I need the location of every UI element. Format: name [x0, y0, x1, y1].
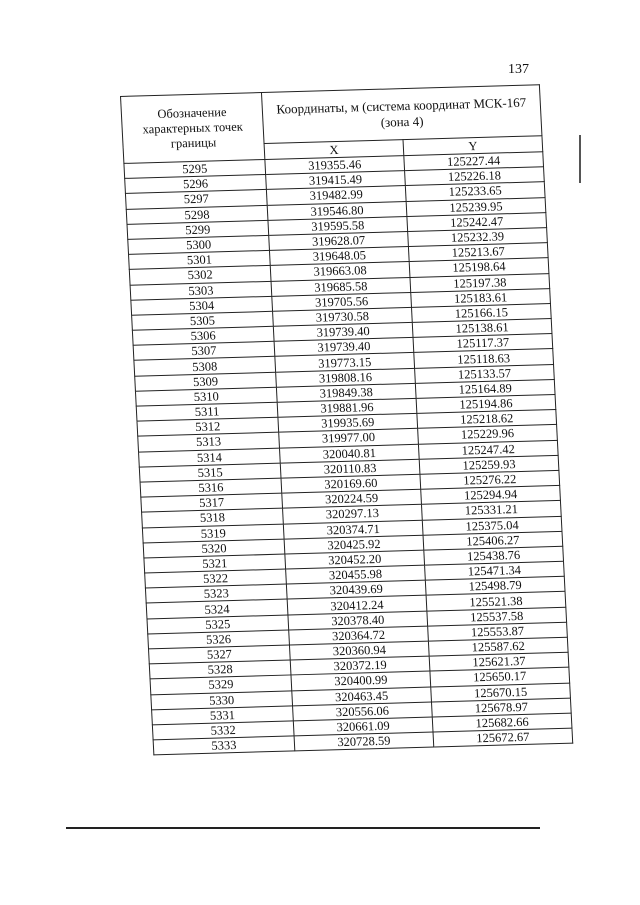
y-coordinate-cell: 125227.44 — [404, 152, 544, 171]
point-id-cell: 5317 — [141, 493, 283, 512]
y-coordinate-cell: 125117.37 — [413, 334, 553, 353]
x-coordinate-cell: 320452.20 — [285, 550, 425, 569]
x-coordinate-cell: 320661.09 — [293, 717, 433, 736]
x-coordinate-cell: 320378.40 — [288, 611, 428, 630]
x-coordinate-cell: 319739.40 — [274, 338, 414, 357]
point-id-cell: 5320 — [143, 539, 285, 558]
page-number: 137 — [508, 62, 529, 77]
header-x: X — [264, 140, 404, 160]
x-coordinate-cell: 319685.58 — [271, 277, 411, 296]
y-coordinate-cell: 125670.15 — [431, 683, 571, 702]
x-coordinate-cell: 320455.98 — [286, 565, 426, 584]
point-id-cell: 5321 — [144, 554, 286, 573]
point-id-cell: 5314 — [139, 448, 281, 467]
point-id-cell: 5295 — [124, 159, 266, 178]
point-id-cell: 5298 — [126, 205, 268, 224]
y-coordinate-cell: 125682.66 — [432, 713, 572, 732]
point-id-cell: 5323 — [145, 584, 287, 603]
point-id-cell: 5315 — [139, 463, 281, 482]
point-id-cell: 5299 — [127, 220, 269, 239]
x-coordinate-cell: 320040.81 — [279, 444, 419, 463]
header-y: Y — [403, 136, 543, 156]
point-id-cell: 5307 — [133, 342, 275, 361]
point-id-cell: 5330 — [151, 690, 293, 709]
x-coordinate-cell: 320425.92 — [284, 535, 424, 554]
y-coordinate-cell: 125672.67 — [433, 728, 573, 747]
x-coordinate-cell: 319739.40 — [273, 322, 413, 341]
y-coordinate-cell: 125406.27 — [423, 531, 563, 550]
x-coordinate-cell: 319705.56 — [272, 292, 412, 311]
y-coordinate-cell: 125164.89 — [415, 379, 555, 398]
x-coordinate-cell: 319482.99 — [266, 186, 406, 205]
point-id-cell: 5333 — [153, 736, 295, 755]
y-coordinate-cell: 125247.42 — [418, 440, 558, 459]
y-coordinate-cell: 125239.95 — [406, 197, 546, 216]
x-coordinate-cell: 320297.13 — [283, 505, 423, 524]
y-coordinate-cell: 125242.47 — [407, 212, 547, 231]
point-id-cell: 5326 — [148, 630, 290, 649]
x-coordinate-cell: 320110.83 — [280, 459, 420, 478]
point-id-cell: 5316 — [140, 478, 282, 497]
y-coordinate-cell: 125621.37 — [429, 652, 569, 671]
point-id-cell: 5324 — [146, 599, 288, 618]
point-id-cell: 5306 — [132, 326, 274, 345]
y-coordinate-cell: 125294.94 — [421, 486, 561, 505]
y-coordinate-cell: 125133.57 — [415, 364, 555, 383]
point-id-cell: 5297 — [125, 190, 267, 209]
y-coordinate-cell: 125650.17 — [430, 668, 570, 687]
y-coordinate-cell: 125138.61 — [412, 319, 552, 338]
y-coordinate-cell: 125118.63 — [414, 349, 554, 368]
x-coordinate-cell: 319663.08 — [270, 262, 410, 281]
x-coordinate-cell: 319595.58 — [268, 216, 408, 235]
x-coordinate-cell: 320374.71 — [283, 520, 423, 539]
table-body — [124, 152, 573, 755]
point-id-cell: 5331 — [152, 706, 294, 725]
x-coordinate-cell: 319648.05 — [269, 247, 409, 266]
point-id-cell: 5318 — [142, 508, 284, 527]
coordinates-table-wrap — [120, 84, 573, 755]
point-id-cell: 5325 — [147, 615, 289, 634]
x-coordinate-cell: 319415.49 — [266, 171, 406, 190]
point-id-cell: 5319 — [142, 524, 284, 543]
x-coordinate-cell: 319881.96 — [277, 398, 417, 417]
y-coordinate-cell: 125259.93 — [419, 455, 559, 474]
point-id-cell: 5328 — [149, 660, 291, 679]
x-coordinate-cell: 319546.80 — [267, 201, 407, 220]
point-id-cell: 5300 — [128, 235, 270, 254]
x-coordinate-cell: 319628.07 — [269, 231, 409, 250]
y-coordinate-cell: 125553.87 — [428, 622, 568, 641]
y-coordinate-cell: 125226.18 — [405, 167, 545, 186]
y-coordinate-cell: 125276.22 — [420, 470, 560, 489]
y-coordinate-cell: 125498.79 — [425, 577, 565, 596]
y-coordinate-cell: 125521.38 — [426, 592, 566, 611]
point-id-cell: 5310 — [135, 387, 277, 406]
x-coordinate-cell: 320463.45 — [292, 687, 432, 706]
header-point-label: Обозначение характерных точек границы — [121, 93, 265, 164]
point-id-cell: 5303 — [130, 281, 272, 300]
y-coordinate-cell: 125678.97 — [431, 698, 571, 717]
x-coordinate-cell: 319355.46 — [265, 156, 405, 175]
point-id-cell: 5302 — [129, 266, 271, 285]
header-coordinates-title: Координаты, м (система координат МСК-167 (зона 4) — [261, 85, 541, 144]
x-coordinate-cell: 319730.58 — [273, 307, 413, 326]
y-coordinate-cell: 125331.21 — [421, 501, 561, 520]
point-id-cell: 5309 — [135, 372, 277, 391]
point-id-cell: 5304 — [131, 296, 273, 315]
x-coordinate-cell: 320360.94 — [289, 641, 429, 660]
point-id-cell: 5301 — [129, 251, 271, 270]
x-coordinate-cell: 320364.72 — [289, 626, 429, 645]
x-coordinate-cell: 319849.38 — [276, 383, 416, 402]
point-id-cell: 5327 — [149, 645, 291, 664]
point-id-cell: 5322 — [145, 569, 287, 588]
point-id-cell: 5305 — [132, 311, 274, 330]
x-coordinate-cell: 320556.06 — [293, 702, 433, 721]
x-coordinate-cell: 320412.24 — [287, 596, 427, 615]
y-coordinate-cell: 125233.65 — [405, 182, 545, 201]
point-id-cell: 5329 — [150, 675, 292, 694]
point-id-cell: 5308 — [134, 357, 276, 376]
y-coordinate-cell: 125375.04 — [422, 516, 562, 535]
x-coordinate-cell: 319977.00 — [279, 429, 419, 448]
footer-divider — [66, 827, 540, 829]
point-id-cell: 5313 — [138, 433, 280, 452]
y-coordinate-cell: 125229.96 — [418, 425, 558, 444]
x-coordinate-cell: 320372.19 — [290, 656, 430, 675]
x-coordinate-cell: 320439.69 — [286, 580, 426, 599]
x-coordinate-cell: 319935.69 — [278, 414, 418, 433]
x-coordinate-cell: 320728.59 — [294, 732, 434, 751]
y-coordinate-cell: 125194.86 — [416, 394, 556, 413]
y-coordinate-cell: 125213.67 — [408, 243, 548, 262]
x-coordinate-cell: 320169.60 — [281, 474, 421, 493]
point-id-cell: 5312 — [137, 417, 279, 436]
y-coordinate-cell: 125471.34 — [425, 561, 565, 580]
x-coordinate-cell: 319773.15 — [275, 353, 415, 372]
point-id-cell: 5296 — [125, 175, 267, 194]
point-id-cell: 5332 — [152, 721, 294, 740]
x-coordinate-cell: 320224.59 — [282, 489, 422, 508]
y-coordinate-cell: 125197.38 — [410, 273, 550, 292]
x-coordinate-cell: 320400.99 — [291, 671, 431, 690]
y-coordinate-cell: 125166.15 — [411, 303, 551, 322]
y-coordinate-cell: 125183.61 — [411, 288, 551, 307]
y-coordinate-cell: 125537.58 — [427, 607, 567, 626]
y-coordinate-cell: 125232.39 — [408, 228, 548, 247]
margin-mark — [579, 135, 581, 183]
y-coordinate-cell: 125198.64 — [409, 258, 549, 277]
y-coordinate-cell: 125218.62 — [417, 410, 557, 429]
point-id-cell: 5311 — [136, 402, 278, 421]
y-coordinate-cell: 125587.62 — [428, 637, 568, 656]
x-coordinate-cell: 319808.16 — [276, 368, 416, 387]
coordinates-table — [120, 84, 573, 755]
y-coordinate-cell: 125438.76 — [424, 546, 564, 565]
